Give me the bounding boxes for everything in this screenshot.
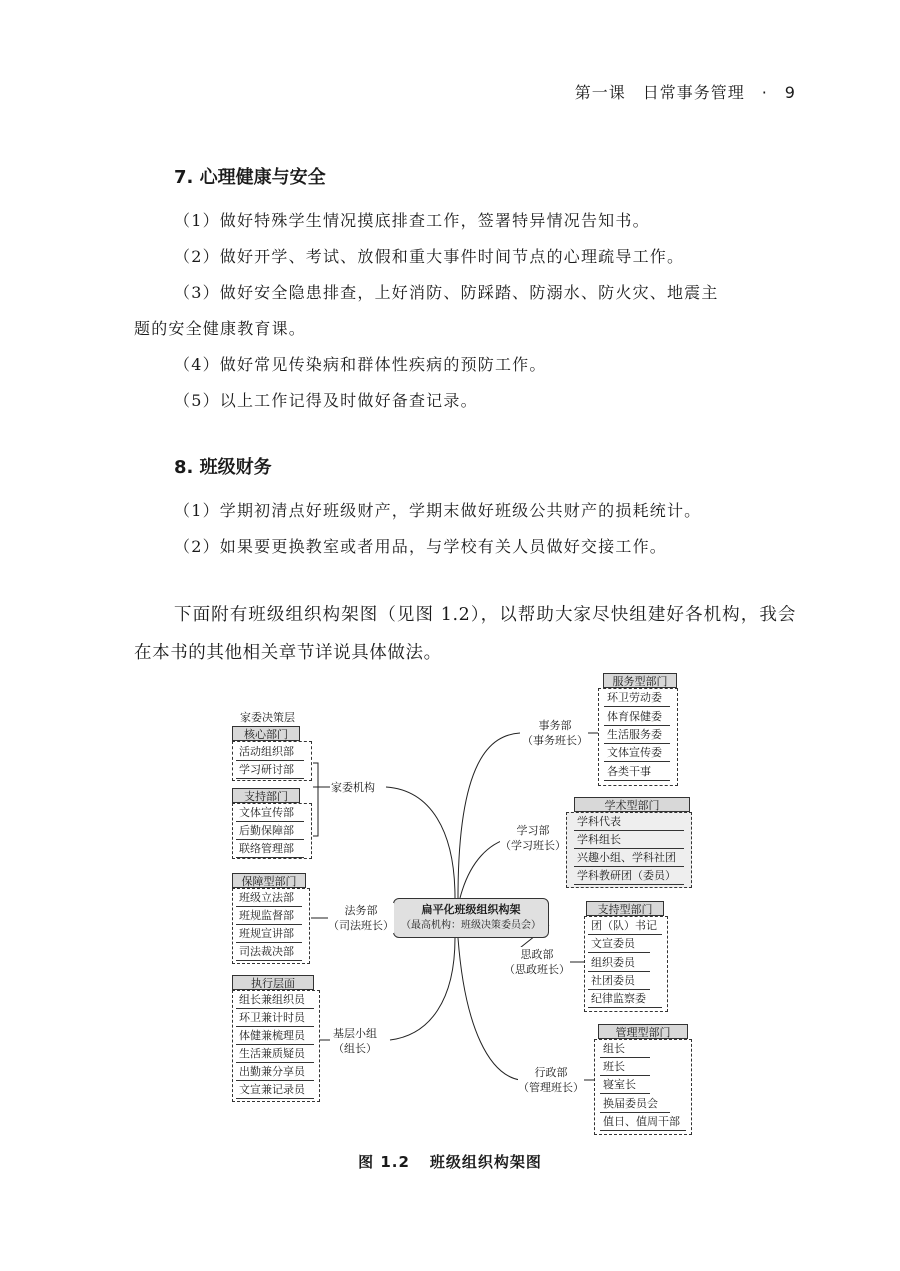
group-item: 活动组织部 [236, 744, 304, 761]
figure-number: 图 1.2 [358, 1153, 410, 1171]
section-title: 7. 心理健康与安全 [174, 167, 326, 188]
paragraph: （1）做好特殊学生情况摸底排查工作，签署特异情况告知书。 [174, 211, 650, 230]
paragraph: （2）做好开学、考试、放假和重大事件时间节点的心理疏导工作。 [174, 247, 685, 266]
group-title: 执行层面 [232, 975, 314, 990]
group-item: 后勤保障部 [236, 823, 304, 840]
group-item: 组长 [600, 1041, 650, 1058]
branch-group [333, 1026, 377, 1056]
branch-jiawei: 家委机构 [331, 781, 375, 794]
branch-admin-leader: （管理班长） [518, 1081, 584, 1094]
intro-line: 下面附有班级组织构架图（见图 1.2），以帮助大家尽快组建好各机构， [174, 605, 760, 625]
branch-study-name: 学习部 [516, 824, 550, 837]
group-item: 文宣委员 [588, 936, 650, 953]
branch-legal-leader: （司法班长） [328, 919, 394, 932]
group-item: 组长兼组织员 [236, 992, 314, 1009]
figure-caption [0, 1151, 900, 1172]
paragraph: （2）如果要更换教室或者用品，与学校有关人员做好交接工作。 [174, 537, 667, 556]
group-item: 兴趣小组、学科社团 [574, 850, 684, 867]
group-title: 管理型部门 [598, 1024, 688, 1039]
section-mental-health [134, 163, 794, 419]
paragraph: （1）学期初清点好班级财产，学期末做好班级公共财产的损耗统计。 [174, 501, 702, 520]
jiawei-decision-layer: 家委决策层 [240, 711, 295, 724]
group-item: 班规宣讲部 [236, 926, 302, 943]
group-item: 联络管理部 [236, 841, 304, 858]
branch-ideology-leader: （思政班长） [504, 963, 570, 976]
group-item: 生活兼质疑员 [236, 1046, 314, 1063]
group-title: 服务型部门 [603, 673, 677, 688]
group-item: 环卫劳动委 [604, 690, 670, 707]
branch-admin [518, 1065, 584, 1095]
group-item: 体健兼梳理员 [236, 1028, 314, 1045]
group-item: 班长 [600, 1059, 650, 1076]
group-item: 值日、值周干部 [600, 1114, 686, 1131]
group-item: 换届委员会 [600, 1096, 670, 1113]
paragraph: （5）以上工作记得及时做好备查记录。 [174, 391, 478, 410]
group-item: 组织委员 [588, 955, 650, 972]
group-title: 学术型部门 [574, 797, 690, 812]
group-item: 文体宣传委 [604, 745, 670, 762]
branch-study-leader: （学习班长） [500, 839, 566, 852]
center-title: 扁平化班级组织构架 [421, 903, 521, 916]
paragraph: （4）做好常见传染病和群体性疾病的预防工作。 [174, 355, 547, 374]
group-item: 学科组长 [574, 832, 684, 849]
paragraph: （3）做好安全隐患排查，上好消防、防踩踏、防溺水、防火灾、地震主 [174, 283, 719, 302]
group-item: 文宣兼记录员 [236, 1082, 314, 1099]
group-item: 生活服务委 [604, 727, 670, 744]
group-item: 司法裁决部 [236, 944, 302, 961]
branch-admin-name: 行政部 [534, 1066, 568, 1079]
group-title: 支持型部门 [586, 901, 664, 916]
group-item: 班级立法部 [236, 890, 302, 907]
figure-title: 班级组织构架图 [429, 1153, 542, 1171]
center-subtitle: （最高机构：班级决策委员会） [401, 920, 541, 931]
intro-line: 我会在本书的其他相关章节详说具体做法。 [134, 605, 797, 663]
branch-legal [328, 903, 394, 933]
branch-ideology [504, 947, 570, 977]
running-header: 第一课 日常事务管理 · 9 [574, 83, 796, 102]
section-title: 8. 班级财务 [174, 457, 272, 478]
group-item: 各类干事 [604, 764, 670, 781]
branch-legal-name: 法务部 [344, 904, 378, 917]
branch-affairs [522, 718, 588, 748]
group-item: 学科教研团（委员） [574, 868, 684, 885]
group-item: 寝室长 [600, 1077, 650, 1094]
branch-affairs-leader: （事务班长） [522, 734, 588, 747]
group-item: 社团委员 [588, 973, 650, 990]
group-title: 保障型部门 [232, 873, 306, 888]
group-item: 班规监督部 [236, 908, 302, 925]
paragraph: 题的安全健康教育课。 [134, 319, 307, 338]
group-item: 学习研讨部 [236, 762, 304, 779]
group-title: 核心部门 [232, 726, 300, 741]
group-item: 环卫兼计时员 [236, 1010, 314, 1027]
group-item: 学科代表 [574, 814, 684, 831]
section-class-finance [134, 453, 794, 565]
branch-affairs-name: 事务部 [538, 719, 572, 732]
group-item: 团（队）书记 [588, 918, 662, 935]
intro-paragraph [134, 596, 796, 672]
branch-study [500, 823, 566, 853]
group-item: 体育保健委 [604, 709, 670, 726]
group-title: 支持部门 [232, 788, 300, 803]
group-item: 出勤兼分享员 [236, 1064, 314, 1081]
center-node [393, 898, 549, 938]
branch-group-leader: （组长） [333, 1042, 377, 1055]
branch-group-name: 基层小组 [333, 1027, 377, 1040]
group-item: 文体宣传部 [236, 805, 304, 822]
branch-ideology-name: 思政部 [520, 948, 554, 961]
group-item: 纪律监察委 [588, 991, 662, 1008]
